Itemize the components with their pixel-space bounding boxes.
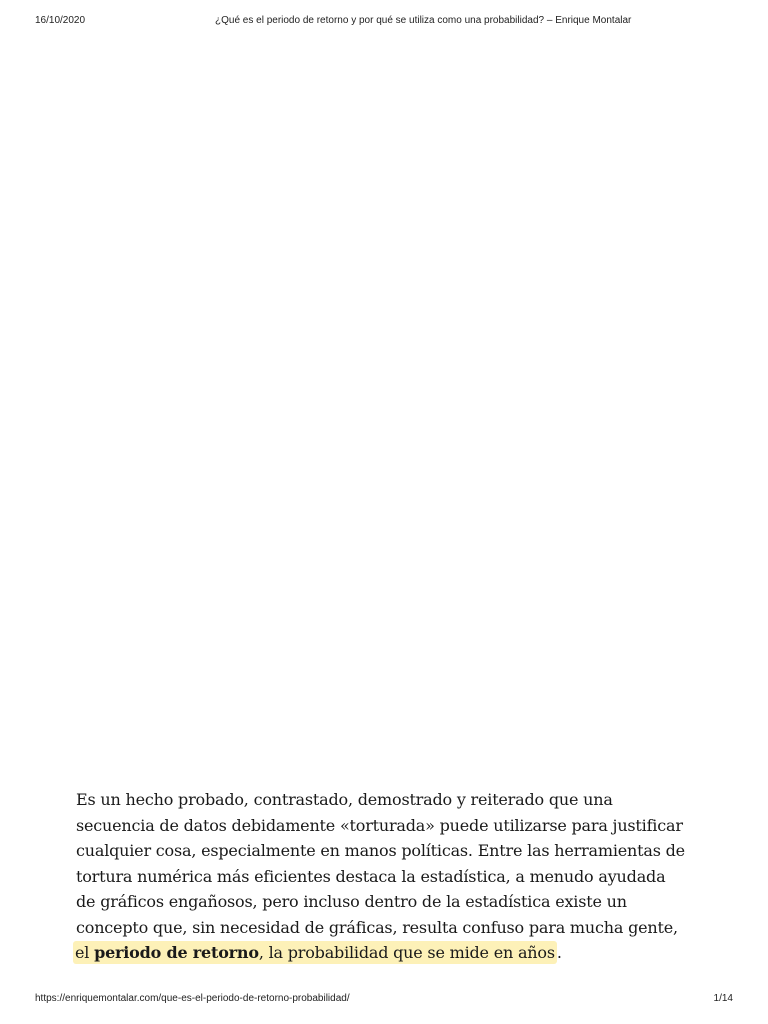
paragraph-line: secuencia de datos debidamente «torturada» puede utilizarse para justificar — [76, 815, 683, 835]
article-body — [76, 787, 706, 966]
page-title: ¿Qué es el periodo de retorno y por qué se utiliza como una probabilidad? – Enrique Montalar — [215, 15, 632, 26]
highlight-suffix: , la probabilidad que se mide en años — [258, 943, 555, 962]
page-url: https://enriquemontalar.com/que-es-el-periodo-de-retorno-probabilidad/ — [35, 993, 350, 1004]
highlight-bold-term: periodo de retorno — [94, 943, 259, 962]
paragraph-line: tortura numérica más eficientes destaca la estadística, a menudo ayudada — [76, 866, 666, 886]
paragraph-line: cualquier cosa, especialmente en manos políticas. Entre las herramientas de — [76, 841, 685, 860]
paragraph-line: concepto que, sin necesidad de gráficas, resulta confuso para mucha gente, — [76, 917, 678, 937]
print-header — [0, 15, 768, 31]
print-date: 16/10/2020 — [35, 15, 86, 26]
highlighted-text — [73, 941, 557, 964]
paragraph-line-highlighted — [76, 940, 706, 966]
paragraph-line: de gráficos engañosos, pero incluso dentro de la estadística existe un — [76, 892, 627, 911]
print-footer — [0, 993, 768, 1009]
paragraph-line: Es un hecho probado, contrastado, demostrado y reiterado que una — [76, 790, 613, 809]
highlight-prefix: el — [75, 943, 95, 962]
sentence-end: . — [556, 943, 562, 962]
page-number: 1/14 — [713, 993, 733, 1004]
